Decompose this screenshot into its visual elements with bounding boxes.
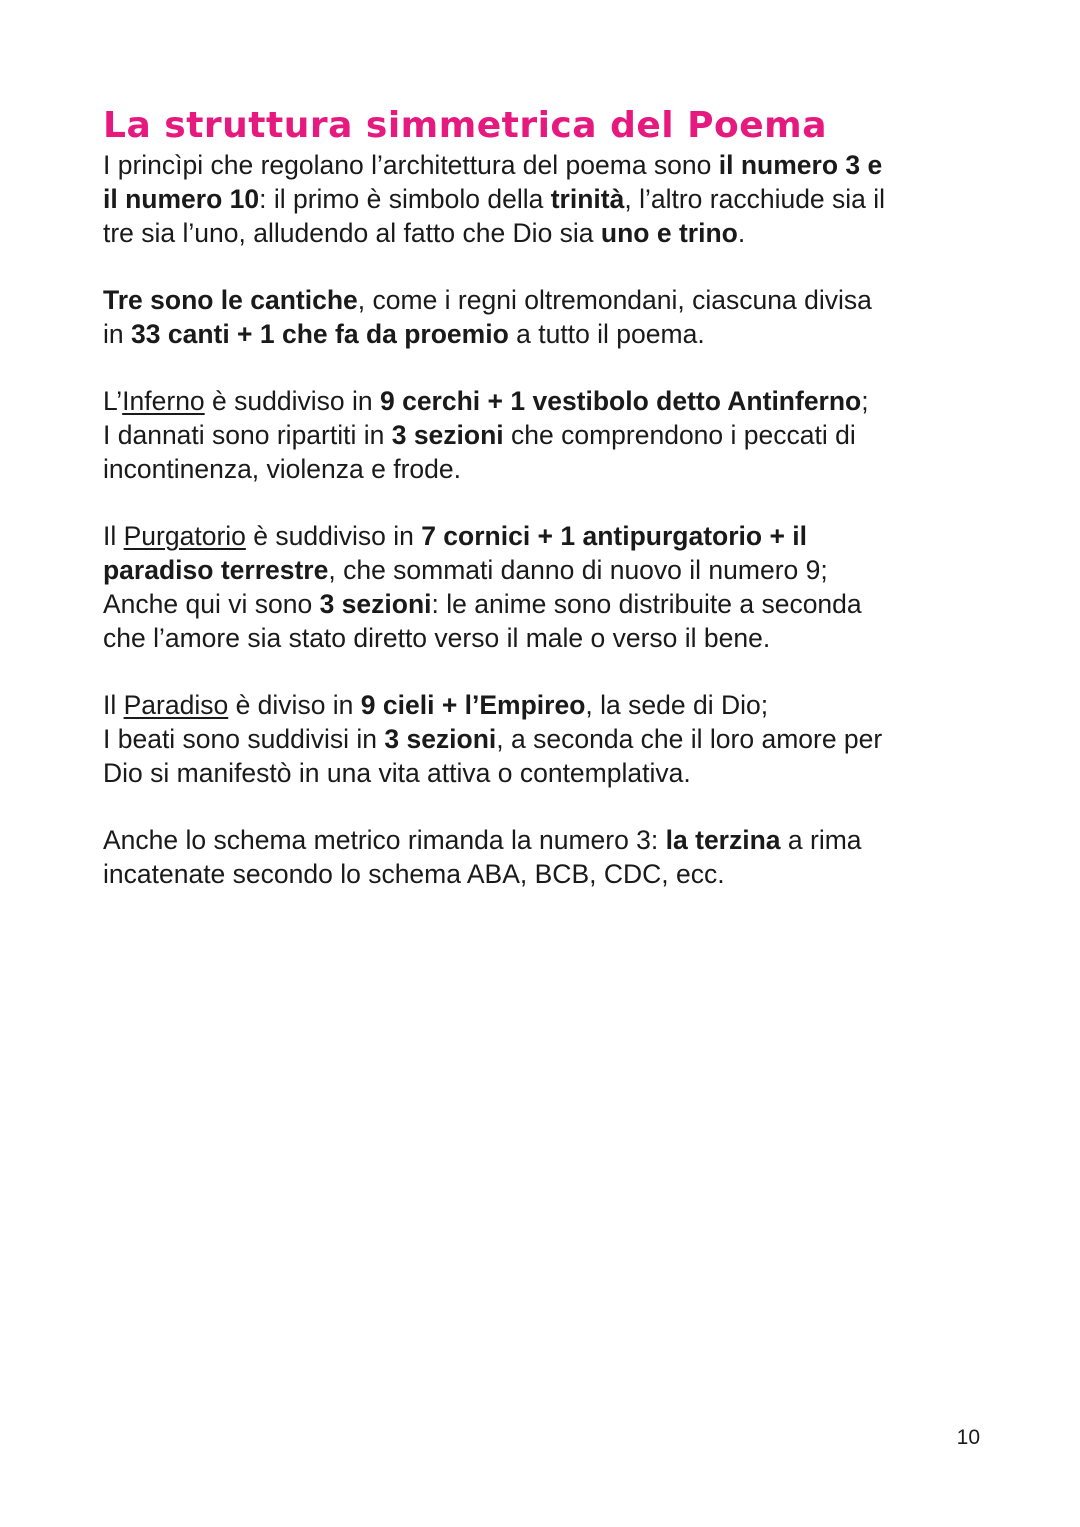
text-line	[103, 553, 983, 587]
text-run: è diviso in	[228, 690, 361, 720]
text-run: , l’altro racchiude sia il	[624, 184, 886, 214]
text-run: Il	[103, 690, 124, 720]
text-run: I dannati sono ripartiti in	[103, 420, 392, 450]
text-run: è suddiviso in	[204, 386, 380, 416]
text-line: che l’amore sia stato diretto verso il male o verso il bene.	[103, 623, 771, 653]
text-run: L’	[103, 386, 123, 416]
text-line	[103, 216, 983, 250]
document-page	[103, 104, 983, 924]
text-run: Anche lo schema metrico rimanda la numero 3:	[103, 825, 666, 855]
text-line: Dio si manifestò in una vita attiva o contemplativa.	[103, 758, 691, 788]
text-line	[103, 384, 983, 418]
text-run: I princìpi che regolano l’architettura del poema sono	[103, 150, 719, 180]
bold-text: la terzina	[665, 825, 781, 855]
bold-text: 9 cieli + l’Empireo	[360, 690, 586, 720]
text-line	[103, 182, 983, 216]
paragraph-principles	[103, 148, 983, 250]
text-run: che comprendono i peccati di	[503, 420, 856, 450]
text-line	[103, 823, 983, 857]
text-run: , a seconda che il loro amore per	[496, 724, 883, 754]
paragraph-paradiso	[103, 688, 983, 790]
section-title: La struttura simmetrica del Poema	[103, 105, 827, 146]
bold-text: 3 sezioni	[319, 589, 432, 619]
text-line	[103, 418, 983, 452]
text-run: ;	[861, 386, 869, 416]
bold-text: il numero 10	[103, 184, 260, 214]
underlined-term-paradiso: Paradiso	[123, 690, 229, 720]
underlined-term-inferno: Inferno	[122, 386, 205, 416]
bold-text: il numero 3 e	[718, 150, 883, 180]
text-line	[103, 317, 983, 351]
paragraph-metric-scheme	[103, 823, 983, 891]
text-line: incatenate secondo lo schema ABA, BCB, CDC, ecc.	[103, 859, 725, 889]
text-run: a rima	[780, 825, 862, 855]
text-line	[103, 283, 983, 317]
bold-text: trinità	[550, 184, 625, 214]
text-line	[103, 519, 983, 553]
bold-text: paradiso terrestre	[103, 555, 329, 585]
bold-text: 33 canti + 1 che fa da proemio	[131, 319, 509, 349]
text-run: : le anime sono distribuite a seconda	[431, 589, 862, 619]
text-line	[103, 722, 983, 756]
text-run: , la sede di Dio;	[585, 690, 769, 720]
text-run: , come i regni oltremondani, ciascuna divisa	[357, 285, 872, 315]
text-run: è suddiviso in	[245, 521, 422, 551]
text-run: , che sommati danno di nuovo il numero 9;	[328, 555, 828, 585]
text-run: .	[737, 218, 746, 248]
paragraph-cantiche	[103, 283, 983, 351]
text-line	[103, 148, 983, 182]
bold-text: Tre sono le cantiche	[103, 285, 358, 315]
text-run: Anche qui vi sono	[103, 589, 320, 619]
text-line: incontinenza, violenza e frode.	[103, 454, 461, 484]
bold-text: 9 cerchi + 1 vestibolo detto Antinferno	[379, 386, 862, 416]
bold-text: 7 cornici + 1 antipurgatorio + il	[421, 521, 808, 551]
paragraph-purgatorio	[103, 519, 983, 655]
bold-text: 3 sezioni	[384, 724, 497, 754]
bold-text: uno e trino	[600, 218, 738, 248]
text-run: Il	[103, 521, 124, 551]
text-run: tre sia l’uno, alludendo al fatto che Dio sia	[103, 218, 601, 248]
text-run: : il primo è simbolo della	[259, 184, 551, 214]
paragraph-inferno	[103, 384, 983, 486]
text-run: I beati sono suddivisi in	[103, 724, 385, 754]
text-run: a tutto il poema.	[508, 319, 705, 349]
text-line	[103, 688, 983, 722]
text-run: in	[103, 319, 131, 349]
page-number: 10	[956, 1426, 980, 1449]
underlined-term-purgatorio: Purgatorio	[123, 521, 246, 551]
text-line	[103, 587, 983, 621]
bold-text: 3 sezioni	[391, 420, 504, 450]
